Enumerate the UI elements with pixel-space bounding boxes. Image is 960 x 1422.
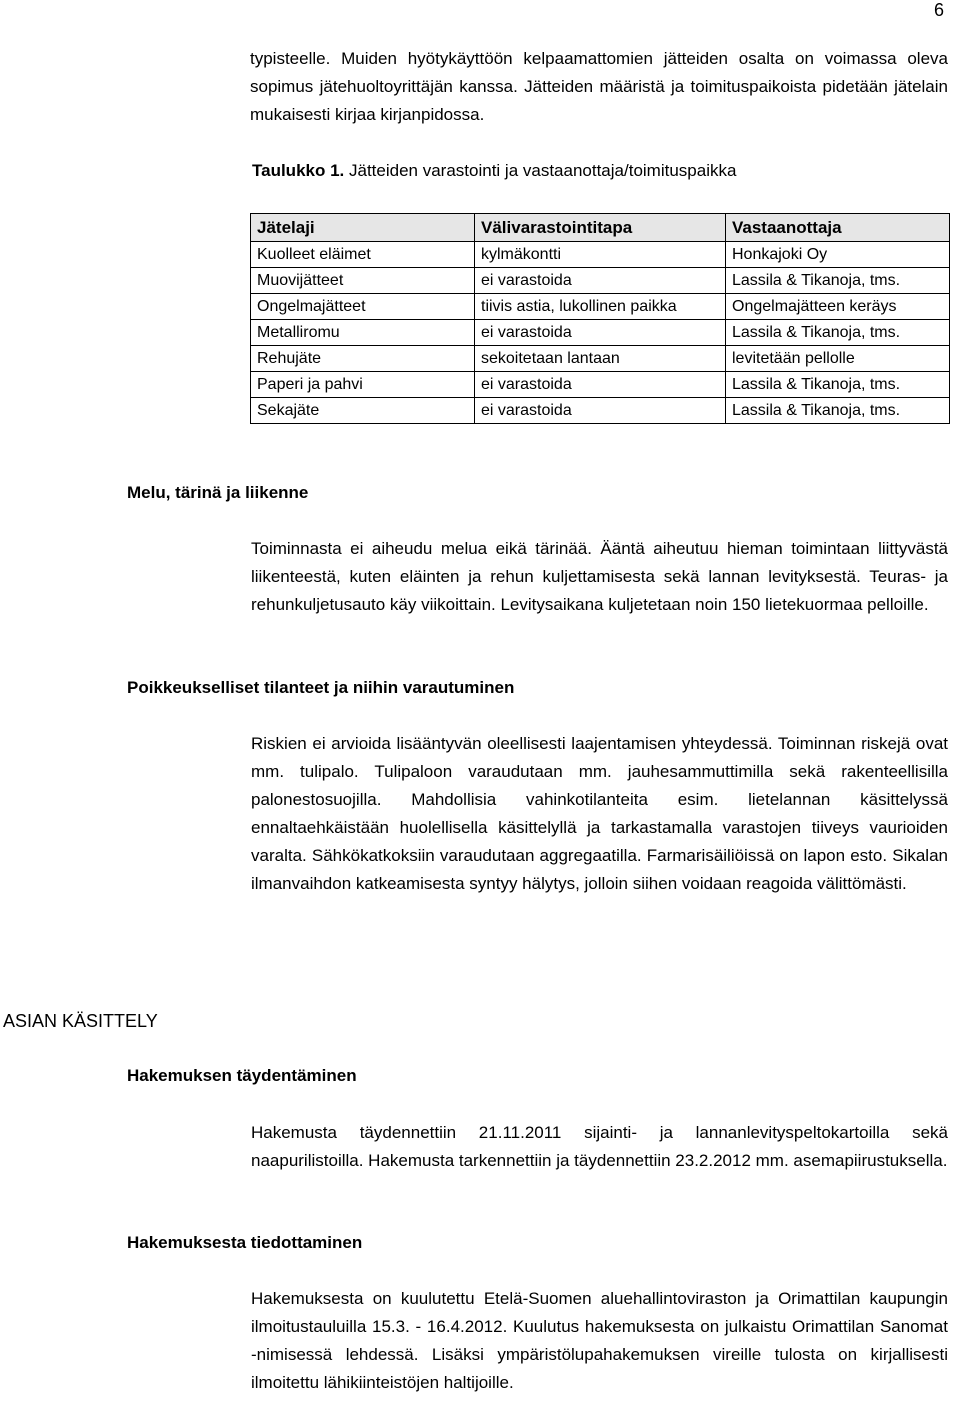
noise-paragraph: Toiminnasta ei aiheudu melua eikä tärinää. Ääntä aiheutuu hieman toimintaan liittyvästä liikenteestä, kuten eläinten ja rehun kuljettamisesta sekä lannan levityksestä. Teuras- ja rehunkuljetusauto käy viikoittain. Levitysaikana kuljetetaan noin 150 lietekuormaa pelloille.	[251, 539, 948, 614]
table-row	[251, 294, 950, 320]
table-cell: Lassila & Tikanoja, tms.	[726, 372, 950, 398]
table-cell: kylmäkontti	[475, 242, 726, 268]
header-storage-method: Välivarastointitapa	[475, 214, 726, 242]
intro-paragraph: typisteelle. Muiden hyötykäyttöön kelpaamattomien jätteiden osalta on voimassa oleva sopimus jätehuoltoyrittäjän kanssa. Jätteiden määristä ja toimituspaikoista pidetään jätelain mukaisesti kirjaa kirjanpidossa.	[250, 49, 948, 124]
table-cell: Kuolleet eläimet	[251, 242, 475, 268]
table-cell: Lassila & Tikanoja, tms.	[726, 268, 950, 294]
exceptional-paragraph: Riskien ei arvioida lisääntyvän oleellisesti laajentamisen yhteydessä. Toiminnan riskejä ovat mm. tulipalo. Tulipaloon varaudutaan mm. jauhesammuttimilla sekä rakenteellisilla palonestosuojilla. Mahdollisia vahinkotilanteita esim. lietelannan käsittelyssä ennaltaehkäistään huolellisella käsittelyllä ja tarkastamalla varastojen tiiveys vaurioiden varalta. Sähkökatkoksiin varaudutaan aggregaatilla. Farmarisäiliöissä on lapon esto. Sikalan ilmanvaihdon katkeamisesta syntyy hälytys, jolloin siihen voidaan reagoida välittömästi.	[251, 734, 948, 893]
table-cell: Lassila & Tikanoja, tms.	[726, 320, 950, 346]
table-cell: levitetään pellolle	[726, 346, 950, 372]
noise-heading: Melu, tärinä ja liikenne	[127, 483, 309, 502]
table-caption-text: Jätteiden varastointi ja vastaanottaja/toimituspaikka	[344, 161, 737, 180]
table-row	[251, 372, 950, 398]
supplement-heading: Hakemuksen täydentäminen	[127, 1066, 357, 1085]
table-cell: tiivis astia, lukollinen paikka	[475, 294, 726, 320]
announcement-heading: Hakemuksesta tiedottaminen	[127, 1233, 363, 1252]
header-waste-type: Jätelaji	[251, 214, 475, 242]
table-cell: Honkajoki Oy	[726, 242, 950, 268]
table-row	[251, 346, 950, 372]
table-cell: Rehujäte	[251, 346, 475, 372]
table-row	[251, 398, 950, 424]
table-cell: Lassila & Tikanoja, tms.	[726, 398, 950, 424]
exceptional-heading: Poikkeukselliset tilanteet ja niihin varautuminen	[127, 678, 515, 697]
table-cell: Ongelmajätteet	[251, 294, 475, 320]
table-cell: ei varastoida	[475, 268, 726, 294]
processing-heading: ASIAN KÄSITTELY	[3, 1011, 158, 1031]
announcement-paragraph: Hakemuksesta on kuulutettu Etelä-Suomen aluehallintoviraston ja Orimattilan kaupungin ilmoitustauluilla 15.3. - 16.4.2012. Kuulutus hakemuksesta on julkaistu Orimattilan Sanomat -nimisessä lehdessä. Lisäksi ympäristölupahakemuksen vireille tulosta on kirjallisesti ilmoitettu lähikiinteistöjen haltijoille.	[251, 1289, 948, 1392]
table-cell: Ongelmajätteen keräys	[726, 294, 950, 320]
waste-storage-table	[250, 213, 950, 424]
table-row	[251, 320, 950, 346]
table-cell: ei varastoida	[475, 372, 726, 398]
table-cell: Sekajäte	[251, 398, 475, 424]
table-cell: Metalliromu	[251, 320, 475, 346]
table-row	[251, 242, 950, 268]
table-header-row	[251, 214, 950, 242]
table-caption-label: Taulukko 1.	[252, 161, 345, 180]
table-cell: ei varastoida	[475, 320, 726, 346]
table-cell: Muovijätteet	[251, 268, 475, 294]
table-cell: ei varastoida	[475, 398, 726, 424]
table-row	[251, 268, 950, 294]
table-caption	[252, 161, 736, 181]
supplement-paragraph: Hakemusta täydennettiin 21.11.2011 sijainti- ja lannanlevityspeltokartoilla sekä naapurilistoilla. Hakemusta tarkennettiin ja täydennettiin 23.2.2012 mm. asemapiirustuksella.	[251, 1123, 948, 1170]
table-cell: sekoitetaan lantaan	[475, 346, 726, 372]
table-cell: Paperi ja pahvi	[251, 372, 475, 398]
page-number: 6	[934, 0, 945, 20]
header-recipient: Vastaanottaja	[726, 214, 950, 242]
